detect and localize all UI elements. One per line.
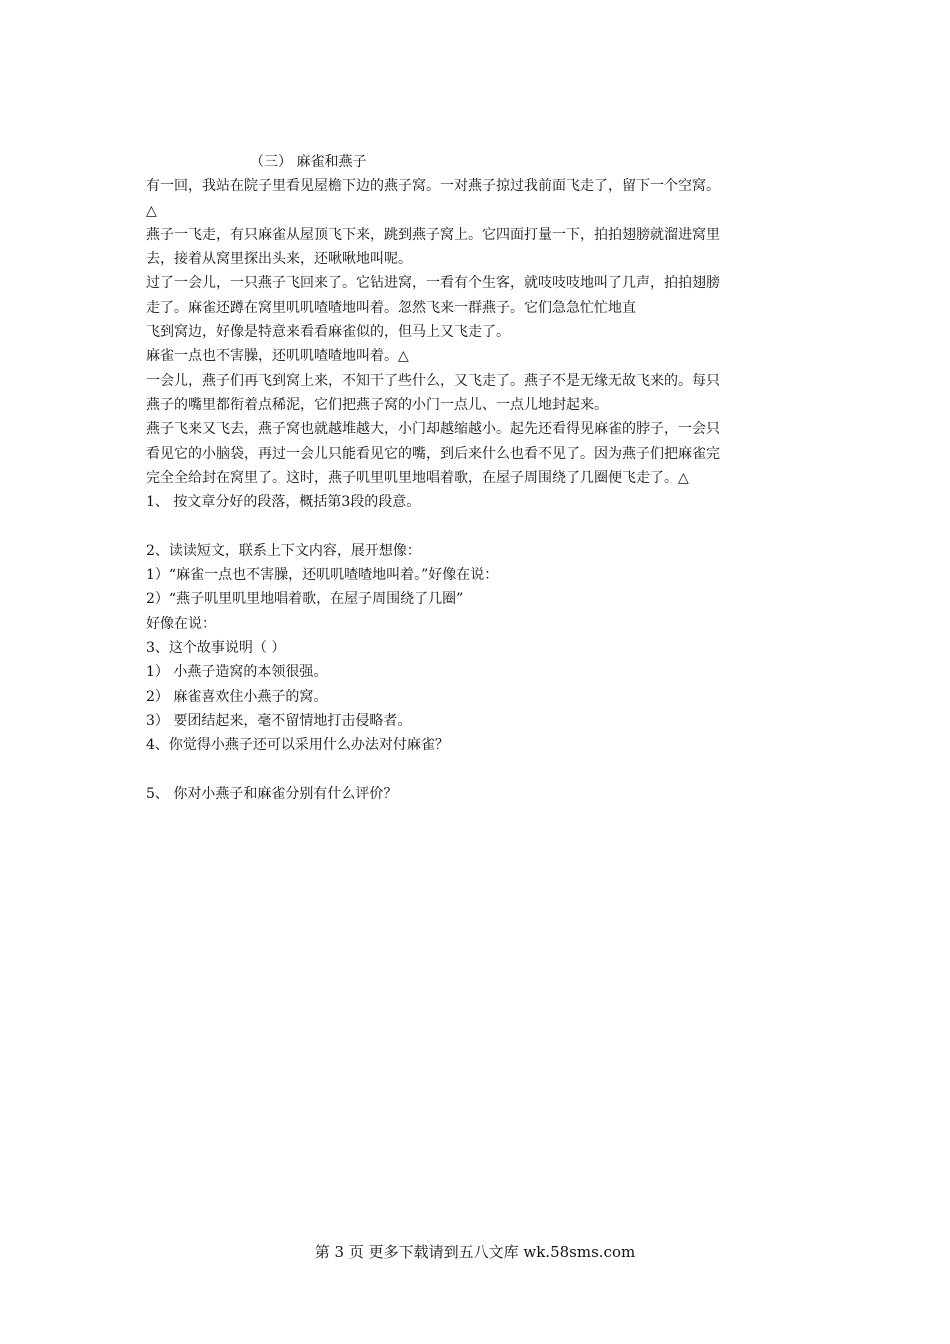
question-3-option-2: 2） 麻雀喜欢住小燕子的窝。 (146, 688, 328, 705)
text-line: 燕子飞来又飞去，燕子窝也就越堆越大，小门却越缩越小。起先还看得见麻雀的脖子，一会只 (146, 421, 720, 438)
question-3-option-1: 1） 小燕子造窝的本领很强。 (146, 664, 328, 681)
question-2-item-1: 1）“麻雀一点也不害臊，还叽叽喳喳地叫着。”好像在说： (146, 567, 499, 584)
text-line: 过了一会儿，一只燕子飞回来了。它钻进窝，一看有个生客，就吱吱吱地叫了几声，拍拍翅膀 (146, 275, 720, 292)
question-3: 3、这个故事说明（ ） (146, 639, 286, 656)
question-3-option-3: 3） 要团结起来，毫不留情地打击侵略者。 (146, 712, 412, 729)
question-1: 1、 按文章分好的段落，概括第3段的段意。 (146, 494, 421, 511)
question-2-prompt: 好像在说： (146, 615, 216, 632)
text-line: 完全全给封在窝里了。这时，燕子叽里叽里地唱着歌，在屋子周围绕了几圈便飞走了。△ (146, 469, 689, 486)
question-2-item-2: 2）“燕子叽里叽里地唱着歌，在屋子周围绕了几圈” (146, 591, 464, 608)
text-line: 走了。麻雀还蹲在窝里叽叽喳喳地叫着。忽然飞来一群燕子。它们急急忙忙地直 (146, 299, 636, 316)
blank-line (146, 757, 806, 781)
text-line: 燕子一飞走，有只麻雀从屋顶飞下来，跳到燕子窝上。它四面打量一下，拍拍翅膀就溜进窝里 (146, 226, 720, 243)
question-5: 5、 你对小燕子和麻雀分别有什么评价？ (146, 785, 398, 802)
document-body (146, 150, 806, 806)
text-line: 看见它的小脑袋，再过一会儿只能看见它的嘴，到后来什么也看不见了。因为燕子们把麻雀完 (146, 445, 720, 462)
text-line: 燕子的嘴里都衔着点稀泥，它们把燕子窝的小门一点儿、一点儿地封起来。 (146, 396, 608, 413)
question-2: 2、读读短文，联系上下文内容，展开想像： (146, 542, 421, 559)
text-line: 有一回，我站在院子里看见屋檐下边的燕子窝。一对燕子掠过我前面飞走了，留下一个空窝。 (146, 178, 720, 195)
document-title: （三） 麻雀和燕子 (250, 154, 367, 170)
question-4: 4、你觉得小燕子还可以采用什么办法对付麻雀？ (146, 737, 449, 754)
text-line: 一会儿，燕子们再飞到窝上来，不知干了些什么，又飞走了。燕子不是无缘无故飞来的。每只 (146, 372, 720, 389)
text-line: 飞到窝边，好像是特意来看看麻雀似的，但马上又飞走了。 (146, 324, 510, 341)
text-line: 去，接着从窝里探出头来，还啾啾地叫呢。 (146, 251, 412, 268)
text-line: 麻雀一点也不害臊，还叽叽喳喳地叫着。△ (146, 348, 409, 365)
page-footer: 第 3 页 更多下载请到五八文库 wk.58sms.com (314, 1243, 636, 1261)
text-line: △ (146, 202, 157, 219)
blank-line (146, 514, 806, 538)
